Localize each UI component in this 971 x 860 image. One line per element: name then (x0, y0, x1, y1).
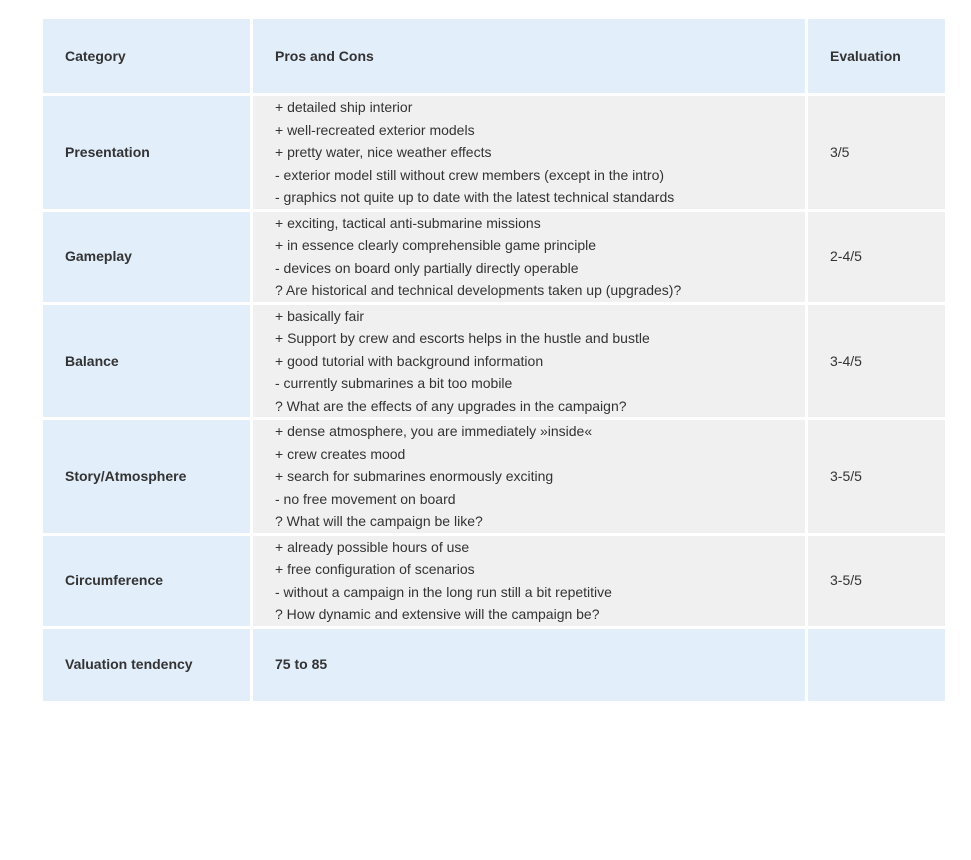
pros-cons-line: + Support by crew and escorts helps in the hustle and bustle (275, 330, 650, 346)
header-evaluation: Evaluation (807, 18, 947, 95)
valuation-tendency-label: Valuation tendency (42, 627, 252, 702)
pros-cons-line: - currently submarines a bit too mobile (275, 375, 513, 391)
table-row (42, 534, 947, 627)
pros-cons-line: + dense atmosphere, you are immediately »inside« (275, 423, 593, 439)
pros-cons-line: + exciting, tactical anti-submarine missions (275, 214, 541, 231)
pros-cons-line: + in essence clearly comprehensible game principle (275, 237, 597, 253)
evaluation-cell: 2-4/5 (807, 210, 947, 303)
evaluation-cell: 3-4/5 (807, 303, 947, 419)
pros-cons-line: ? What are the effects of any upgrades in the campaign? (275, 397, 627, 414)
pros-cons-line: + pretty water, nice weather effects (275, 144, 492, 160)
pros-cons-line: + free configuration of scenarios (275, 561, 475, 577)
pros-cons-line: ? How dynamic and extensive will the campaign be? (275, 606, 600, 622)
category-cell: Story/Atmosphere (42, 419, 252, 535)
pros-cons-line: - exterior model still without crew members (except in the intro) (275, 166, 665, 183)
table-row (42, 419, 947, 535)
valuation-tendency-value: 75 to 85 (252, 627, 807, 702)
pros-cons-line: + basically fair (275, 307, 365, 324)
category-cell: Presentation (42, 95, 252, 211)
category-cell: Gameplay (42, 210, 252, 303)
pros-cons-line: ? What will the campaign be like? (275, 513, 483, 529)
pros-cons-cell (252, 419, 807, 535)
evaluation-cell: 3-5/5 (807, 419, 947, 535)
table-row (42, 303, 947, 419)
category-cell: Circumference (42, 534, 252, 627)
table-row (42, 210, 947, 303)
pros-cons-cell (252, 303, 807, 419)
evaluation-cell: 3/5 (807, 95, 947, 211)
pros-cons-line: - without a campaign in the long run still a bit repetitive (275, 583, 612, 600)
pros-cons-line: - devices on board only partially directly operable (275, 259, 579, 276)
pros-cons-cell (252, 534, 807, 627)
header-pros-cons: Pros and Cons (252, 18, 807, 95)
pros-cons-cell (252, 95, 807, 211)
review-table (40, 16, 948, 704)
pros-cons-line: + detailed ship interior (275, 99, 413, 115)
pros-cons-line: - graphics not quite up to date with the latest technical standards (275, 189, 675, 205)
header-category: Category (42, 18, 252, 95)
evaluation-cell: 3-5/5 (807, 534, 947, 627)
pros-cons-line: ? Are historical and technical developments taken up (upgrades)? (275, 282, 682, 298)
valuation-tendency-row (42, 627, 947, 702)
pros-cons-line: + crew creates mood (275, 445, 406, 462)
pros-cons-line: - no free movement on board (275, 490, 456, 507)
table-row (42, 95, 947, 211)
pros-cons-line: + search for submarines enormously exciting (275, 468, 554, 484)
valuation-tendency-evaluation (807, 627, 947, 702)
pros-cons-line: + well-recreated exterior models (275, 121, 475, 138)
pros-cons-line: + already possible hours of use (275, 538, 470, 555)
category-cell: Balance (42, 303, 252, 419)
pros-cons-cell (252, 210, 807, 303)
pros-cons-line: + good tutorial with background information (275, 352, 544, 369)
header-row (42, 18, 947, 95)
